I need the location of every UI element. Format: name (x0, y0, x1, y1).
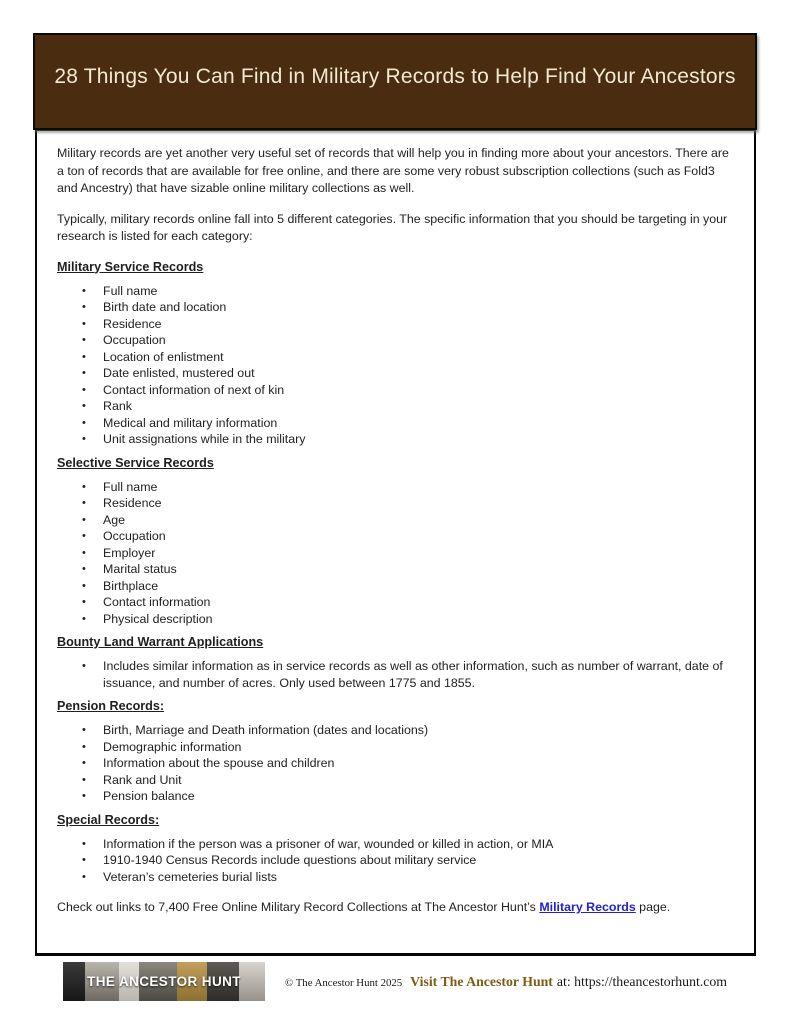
list-item (57, 788, 738, 805)
bullet-icon: • (82, 513, 86, 526)
page-title: 28 Things You Can Find in Military Records to Help Find Your Ancestors (54, 64, 736, 88)
copyright-text: © The Ancestor Hunt 2025 (285, 976, 403, 989)
list-item-text: Includes similar information as in service records as well as other information, such as number of warrant, date of issuance, and number of acres. Only used between 1775 and 1855. (103, 659, 723, 690)
list-item-text: Information about the spouse and children (103, 756, 335, 770)
list-item (57, 528, 738, 545)
ancestor-hunt-logo (63, 962, 265, 1001)
section-heading: Special Records: (57, 812, 160, 827)
list-item (57, 495, 738, 512)
list-item-text: Location of enlistment (103, 349, 224, 364)
closing-text-after: page. (635, 900, 671, 914)
bullet-icon: • (82, 433, 86, 445)
list-item-text: Physical description (103, 611, 213, 626)
bullet-icon: • (82, 854, 86, 866)
list-item (57, 755, 738, 772)
list-item-text: Residence (103, 316, 162, 331)
list-item-text: Employer (103, 545, 156, 560)
list-item-text: Medical and military information (103, 415, 278, 430)
logo-wordmark: THE ANCESTOR HUNT (87, 974, 241, 989)
list-item-text: Contact information of next of kin (103, 382, 285, 397)
list-item (57, 594, 738, 611)
list-item (57, 365, 738, 382)
list-item (57, 431, 738, 448)
list-item (57, 722, 738, 739)
list-item (57, 415, 738, 432)
list-item-text: Rank and Unit (103, 772, 182, 787)
bullet-icon: • (82, 837, 86, 850)
list-item-text: 1910-1940 Census Records include questions about military service (103, 853, 477, 867)
list-item-text: Age (103, 512, 126, 527)
section-heading: Bounty Land Warrant Applications (57, 635, 264, 649)
list-item (57, 772, 738, 789)
list-item (57, 299, 738, 316)
bullet-icon: • (82, 612, 86, 625)
bullet-icon: • (82, 773, 86, 786)
intro-paragraph-1: Military records are yet another very useful set of records that will help you in finding more about your ancestors. There are a ton of records that are available for free online, and there are some very robust subscription collections (such as Fold3 and Ancestry) that have sizable online military collections as well. (57, 146, 729, 195)
bullet-icon: • (82, 790, 86, 802)
bullet-icon: • (82, 334, 86, 346)
record-sections (57, 259, 738, 886)
list-item (57, 658, 738, 691)
bullet-icon: • (82, 400, 86, 412)
list-item (57, 283, 738, 300)
bullet-icon: • (82, 660, 86, 672)
content-box (35, 129, 756, 956)
bullet-icon: • (82, 301, 86, 313)
bullet-icon: • (82, 740, 86, 753)
list-item (57, 349, 738, 366)
footer-text (285, 974, 727, 990)
list-item-text: Occupation (103, 333, 166, 347)
bullet-icon: • (82, 480, 86, 493)
list-item-text: Birthplace (103, 578, 159, 593)
military-records-link[interactable]: Military Records (539, 900, 636, 914)
section-heading: Pension Records: (57, 699, 165, 713)
list-item (57, 512, 738, 529)
list-item (57, 316, 738, 333)
bullet-icon: • (82, 416, 86, 429)
bullet-icon: • (82, 579, 86, 592)
section-bullet-list (57, 836, 738, 886)
list-item-text: Contact information (103, 595, 211, 609)
list-item (57, 545, 738, 562)
bullet-icon: • (82, 367, 86, 379)
list-item-text: Unit assignations while in the military (103, 432, 306, 446)
list-item (57, 398, 738, 415)
closing-paragraph (57, 899, 738, 917)
bullet-icon: • (82, 546, 86, 559)
list-item-text: Veteran’s cemeteries burial lists (103, 869, 278, 884)
list-item-text: Marital status (103, 562, 177, 576)
closing-text-before: Check out links to 7,400 Free Online Military Record Collections at The Ancestor Hunt’s (57, 900, 540, 914)
list-item (57, 611, 738, 628)
bullet-icon: • (82, 757, 86, 769)
list-item-text: Full name (103, 283, 158, 298)
title-banner (33, 33, 757, 130)
bullet-icon: • (82, 317, 86, 330)
list-item (57, 561, 738, 578)
list-item-text: Demographic information (103, 739, 242, 754)
section-bullet-list (57, 479, 738, 628)
list-item-text: Birth, Marriage and Death information (dates and locations) (103, 723, 429, 737)
list-item-text: Date enlisted, mustered out (103, 366, 255, 380)
bullet-icon: • (82, 530, 86, 542)
section-bullet-list (57, 283, 738, 448)
bullet-icon: • (82, 870, 86, 883)
list-item (57, 739, 738, 756)
section-heading: Military Service Records (57, 259, 204, 274)
bullet-icon: • (82, 596, 86, 608)
bullet-icon: • (82, 350, 86, 363)
list-item-text: Pension balance (103, 789, 195, 803)
list-item (57, 332, 738, 349)
list-item (57, 852, 738, 869)
list-item-text: Occupation (103, 529, 166, 543)
bullet-icon: • (82, 724, 86, 736)
site-url-text: at: https://theancestorhunt.com (556, 973, 728, 989)
list-item-text: Residence (103, 496, 162, 510)
list-item (57, 869, 738, 886)
bullet-icon: • (82, 563, 86, 575)
section-bullet-list (57, 722, 738, 805)
section-heading: Selective Service Records (57, 455, 214, 470)
bullet-icon: • (82, 497, 86, 509)
list-item (57, 836, 738, 853)
list-item-text: Information if the person was a prisoner of war, wounded or killed in action, or MIA (103, 836, 554, 851)
list-item (57, 578, 738, 595)
footer (63, 962, 728, 1001)
list-item (57, 382, 738, 399)
visit-site-label: Visit The Ancestor Hunt (410, 973, 553, 989)
list-item-text: Rank (103, 399, 132, 413)
list-item-text: Birth date and location (103, 300, 227, 314)
list-item-text: Full name (103, 479, 158, 494)
bullet-icon: • (82, 284, 86, 297)
bullet-icon: • (82, 383, 86, 396)
list-item (57, 479, 738, 496)
section-bullet-list (57, 658, 738, 691)
intro-paragraph-2: Typically, military records online fall into 5 different categories. The specific information that you should be targeting in your research is listed for each category: (57, 211, 728, 243)
